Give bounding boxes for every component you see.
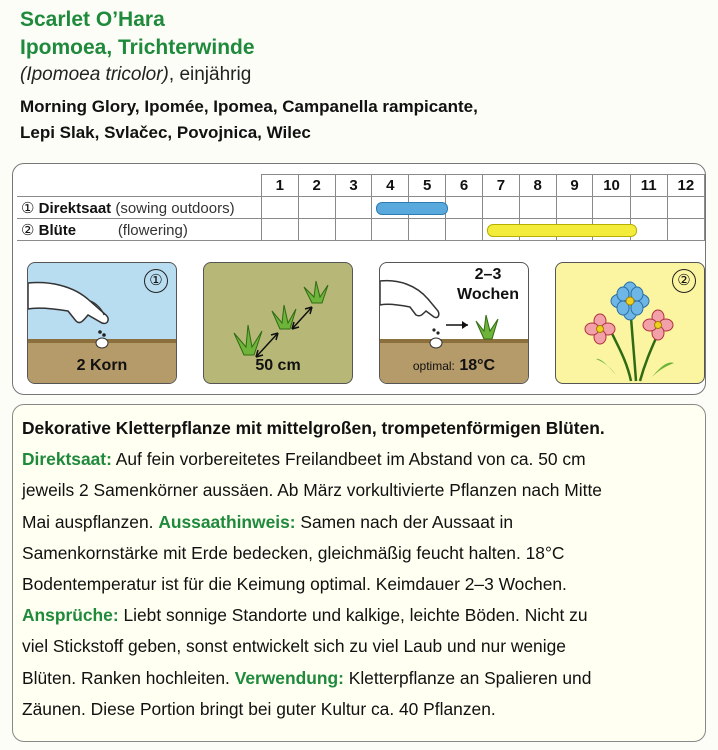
cell — [556, 219, 593, 241]
month-9: 9 — [556, 175, 593, 197]
description-line-1 — [22, 444, 695, 475]
cell — [630, 197, 667, 219]
description-box — [12, 404, 706, 742]
cell-with-bar — [482, 219, 519, 241]
sowing-seed-count: 2 Korn — [76, 357, 128, 374]
cell — [630, 219, 667, 241]
description-line-8 — [22, 663, 695, 694]
cell — [261, 197, 298, 219]
flowering-label-cell — [17, 219, 261, 241]
germination-tile — [379, 262, 529, 384]
sowing-tile — [27, 262, 177, 384]
cell — [261, 219, 298, 241]
description-line-2: jeweils 2 Samenkörner aussäen. Ab März vorkultivierte Pflanzen nach Mitte — [22, 480, 602, 501]
flowering-tile — [555, 262, 705, 384]
description-line-3 — [22, 507, 695, 538]
cell — [519, 219, 556, 241]
common-names-line-1: Morning Glory, Ipomée, Ipomea, Campanella rampicante, — [20, 97, 478, 116]
step-number-badge: ① — [144, 269, 168, 293]
cell — [519, 197, 556, 219]
month-10: 10 — [593, 175, 630, 197]
spacing-tile — [203, 262, 353, 384]
cell-with-bar — [372, 197, 409, 219]
cell — [482, 197, 519, 219]
flowering-number: ② — [21, 221, 35, 239]
month-1: 1 — [261, 175, 298, 197]
common-names — [20, 94, 710, 146]
description-headline: Dekorative Kletterpflanze mit mittelgroßen, trompetenförmigen Blüten. — [22, 418, 605, 438]
cell — [409, 219, 446, 241]
calendar-panel — [12, 163, 706, 395]
header — [20, 6, 710, 146]
sowing-translation: (sowing outdoors) — [115, 199, 235, 217]
temperature-value: 18°C — [459, 357, 496, 374]
cell — [335, 219, 372, 241]
ansprueche-text: Liebt sonnige Standorte und kalkige, leichte Böden. Nicht zu — [118, 605, 588, 626]
cell — [667, 219, 704, 241]
cell — [593, 219, 630, 241]
cell — [556, 197, 593, 219]
description-line-5: Bodentemperatur ist für die Keimung optimal. Keimdauer 2–3 Wochen. — [22, 574, 567, 595]
germination-weeks-unit: Wochen — [457, 286, 519, 303]
direktsaat-text: Auf fein vorbereitetes Freilandbeet im Abstand von ca. 50 cm — [111, 449, 586, 470]
month-2: 2 — [298, 175, 335, 197]
month-6: 6 — [446, 175, 483, 197]
cell — [446, 197, 483, 219]
cell — [298, 219, 335, 241]
cell — [335, 197, 372, 219]
species-title: Ipomoea, Trichterwinde — [20, 36, 255, 59]
germination-duration — [448, 265, 528, 305]
cell — [446, 219, 483, 241]
aussaathinweis-label: Aussaathinweis: — [158, 511, 296, 532]
verwendung-text: Kletterpflanze an Spalieren und — [343, 667, 592, 688]
description-line-4: Samenkornstärke mit Erde bedecken, gleichmäßig feucht halten. 18°C — [22, 542, 565, 563]
description-line-6 — [22, 600, 695, 631]
calendar-corner — [17, 175, 261, 197]
description-line-7: viel Stickstoff geben, sonst entwickelt sich zu viel Laub und nur wenige — [22, 636, 566, 657]
temperature-prefix: optimal: — [412, 359, 455, 373]
month-11: 11 — [630, 175, 667, 197]
month-header-row — [17, 175, 705, 197]
sowing-label-cell — [17, 197, 261, 219]
latin-name: (Ipomoea tricolor) — [20, 64, 169, 85]
ansprueche-text-end: Blüten. Ranken hochleiten. — [22, 667, 235, 688]
germination-temperature — [380, 357, 528, 375]
aussaathinweis-text: Samen nach der Aussaat in — [295, 511, 514, 532]
description-line-9: Zäunen. Diese Portion bringt bei guter Kultur ca. 40 Pflanzen. — [22, 698, 496, 719]
sowing-label: Direktsaat — [38, 199, 112, 217]
month-8: 8 — [519, 175, 556, 197]
month-12: 12 — [667, 175, 704, 197]
plant-spacing-label: 50 cm — [255, 357, 301, 374]
direktsaat-text-end: Mai auspflanzen. — [22, 511, 159, 532]
month-7: 7 — [482, 175, 519, 197]
verwendung-label: Verwendung: — [234, 667, 344, 688]
month-4: 4 — [372, 175, 409, 197]
month-5: 5 — [409, 175, 446, 197]
ansprueche-label: Ansprüche: — [22, 605, 119, 626]
cell — [667, 197, 704, 219]
latin-name-line — [20, 62, 710, 88]
calendar-row-sowing — [17, 197, 705, 219]
annual-label: , einjährig — [168, 64, 252, 85]
cell — [372, 219, 409, 241]
direktsaat-label: Direktsaat: — [22, 449, 112, 470]
calendar-row-flowering — [17, 219, 705, 241]
flowering-label: Blüte — [38, 221, 77, 239]
cell — [298, 197, 335, 219]
month-3: 3 — [335, 175, 372, 197]
variety-title: Scarlet O’Hara — [20, 8, 165, 31]
calendar-table — [17, 174, 705, 241]
flowering-translation: (flowering) — [117, 221, 188, 239]
common-names-line-2: Lepi Slak, Svlačec, Povojnica, Wilec — [20, 123, 311, 142]
germination-weeks: 2–3 — [474, 266, 502, 283]
step-number-badge: ② — [672, 269, 696, 293]
cell — [593, 197, 630, 219]
sowing-number: ① — [21, 199, 35, 217]
cell — [409, 197, 446, 219]
